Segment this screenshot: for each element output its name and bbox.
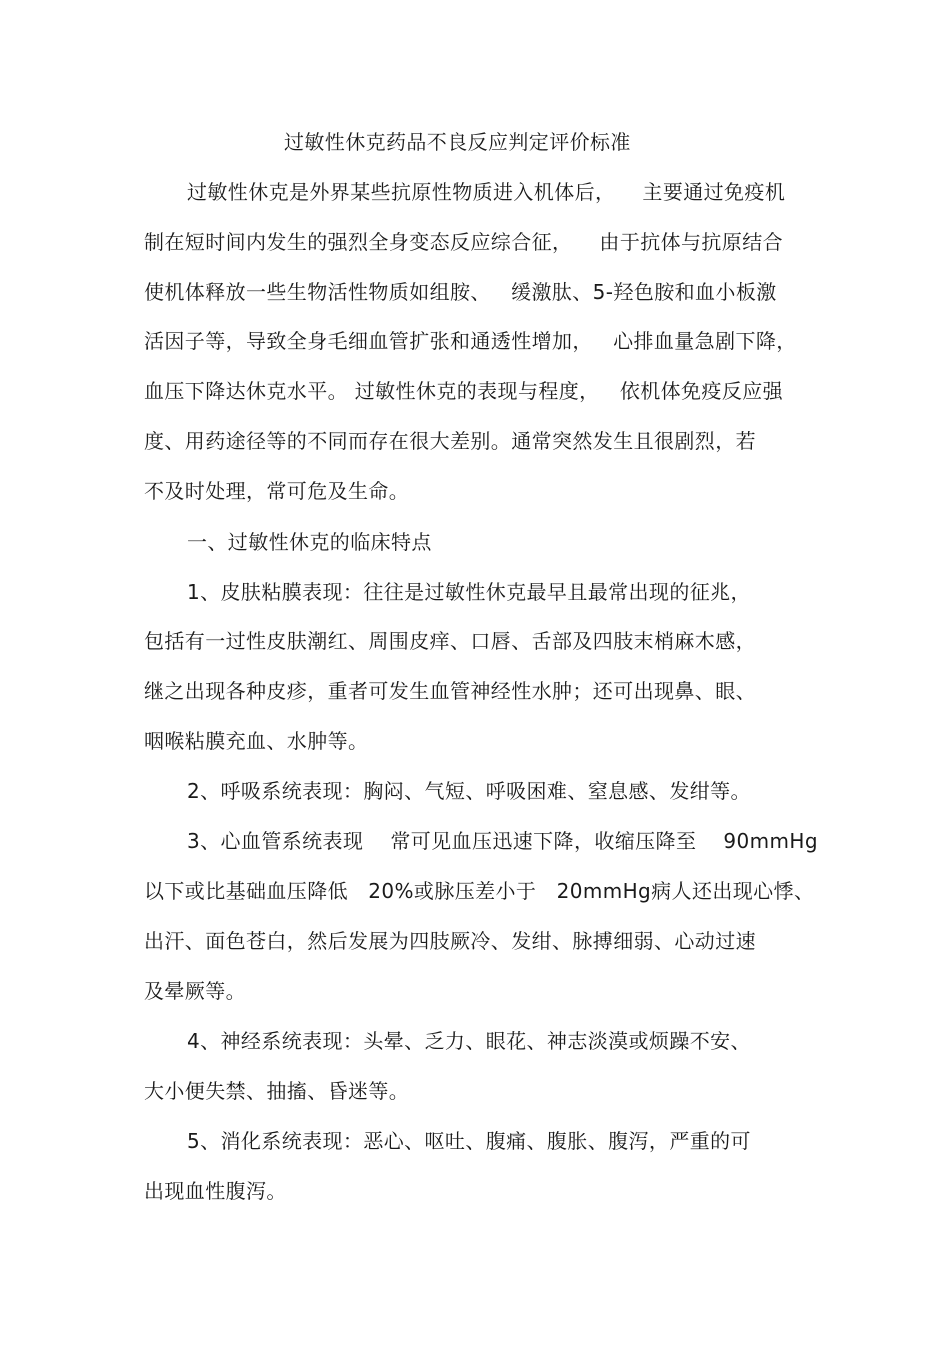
- list-item-line: 2、呼吸系统表现：胸闷、气短、呼吸困难、窒息感、发绀等。: [187, 779, 751, 803]
- list-item-line: 3、心血管系统表现 常可见血压迅速下降，收缩压降至 90mmHg: [187, 829, 818, 853]
- paragraph-line: 制在短时间内发生的强烈全身变态反应综合征， 由于抗体与抗原结合: [144, 230, 784, 254]
- list-item-line: 5、消化系统表现：恶心、呕吐、腹痛、腹胀、腹泻，严重的可: [187, 1129, 751, 1153]
- paragraph-line: 活因子等，导致全身毛细血管扩张和通透性增加， 心排血量急剧下降，: [144, 329, 797, 353]
- list-item-line: 大小便失禁、抽搐、昏迷等。: [144, 1079, 410, 1103]
- list-item-line: 以下或比基础血压降低 20%或脉压差小于 20mmHg病人还出现心悸、: [144, 879, 815, 903]
- list-item-line: 及晕厥等。: [144, 979, 246, 1003]
- list-item-line: 咽喉粘膜充血、水肿等。: [144, 729, 369, 753]
- paragraph-line: 过敏性休克是外界某些抗原性物质进入机体后， 主要通过免疫机: [187, 180, 786, 204]
- list-item-line: 包括有一过性皮肤潮红、周围皮痒、口唇、舌部及四肢末梢麻木感，: [144, 629, 756, 653]
- list-item-line: 出汗、面色苍白，然后发展为四肢厥冷、发绀、脉搏细弱、心动过速: [144, 929, 756, 953]
- section-heading: 一、过敏性休克的临床特点: [187, 530, 432, 554]
- paragraph-line: 度、用药途径等的不同而存在很大差别。通常突然发生且很剧烈，若: [144, 429, 756, 453]
- paragraph-line: 使机体释放一些生物活性物质如组胺、 缓激肽、5-羟色胺和血小板激: [144, 280, 777, 304]
- list-item-line: 4、神经系统表现：头晕、乏力、眼花、神志淡漠或烦躁不安、: [187, 1029, 751, 1053]
- list-item-line: 继之出现各种皮疹，重者可发生血管神经性水肿；还可出现鼻、眼、: [144, 679, 756, 703]
- page-title: 过敏性休克药品不良反应判定评价标准: [284, 130, 631, 154]
- paragraph-line: 血压下降达休克水平。 过敏性休克的表现与程度， 依机体免疫反应强: [144, 379, 784, 403]
- list-item-line: 出现血性腹泻。: [144, 1179, 287, 1203]
- list-item-line: 1、皮肤粘膜表现：往往是过敏性休克最早且最常出现的征兆，: [187, 580, 751, 604]
- paragraph-line: 不及时处理，常可危及生命。: [144, 479, 410, 503]
